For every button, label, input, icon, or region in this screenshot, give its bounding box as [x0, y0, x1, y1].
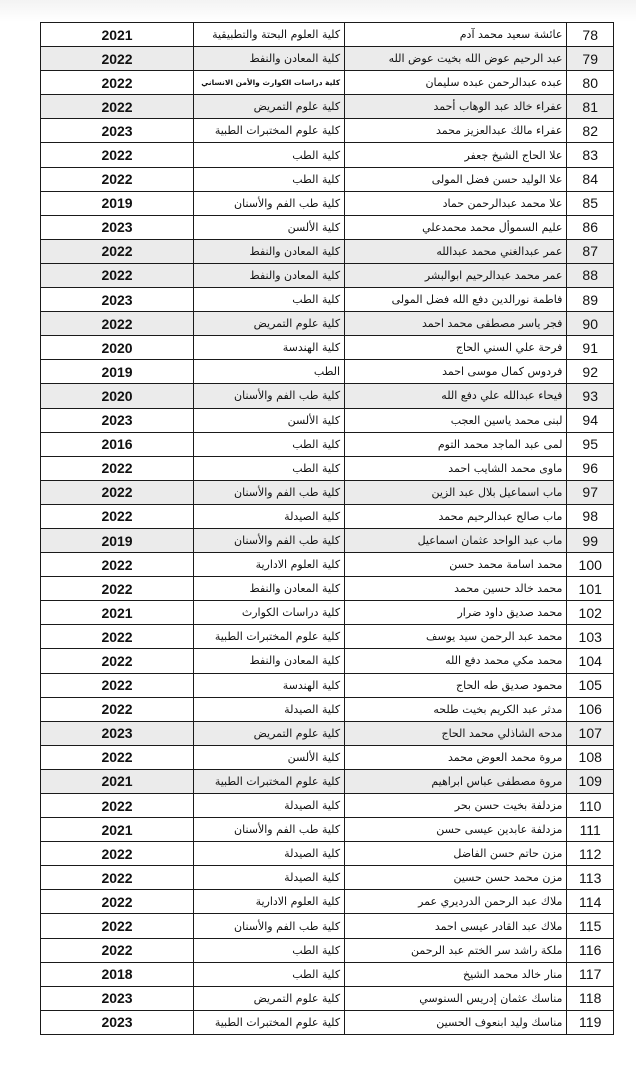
name-cell: ماب عبد الواحد عثمان اسماعيل — [345, 528, 567, 552]
college-cell: كلية الهندسة — [194, 673, 345, 697]
row-number-cell: 85 — [567, 191, 614, 215]
table-row — [41, 95, 614, 119]
college-cell: كلية علوم المختبرات الطبية — [194, 625, 345, 649]
year-cell: 2022 — [41, 504, 194, 528]
name-cell: علا محمد عبدالرحمن حماد — [345, 191, 567, 215]
table-row — [41, 866, 614, 890]
year-cell: 2022 — [41, 938, 194, 962]
row-number-cell: 84 — [567, 167, 614, 191]
college-cell: كلية الصيدلة — [194, 794, 345, 818]
college-cell: كلية الألسن — [194, 215, 345, 239]
table-row — [41, 721, 614, 745]
college-cell: كلية علوم المختبرات الطبية — [194, 119, 345, 143]
name-cell: لبنى محمد ياسين العجب — [345, 408, 567, 432]
name-cell: مروة محمد العوض محمد — [345, 745, 567, 769]
year-cell: 2022 — [41, 47, 194, 71]
row-number-cell: 115 — [567, 914, 614, 938]
college-cell: كلية علوم التمريض — [194, 986, 345, 1010]
year-cell: 2022 — [41, 673, 194, 697]
year-cell: 2020 — [41, 384, 194, 408]
name-cell: عبده عبدالرحمن عبده سليمان — [345, 71, 567, 95]
year-cell: 2022 — [41, 143, 194, 167]
name-cell: مروة مصطفى عباس ابراهيم — [345, 769, 567, 793]
name-cell: ماوى محمد الشايب احمد — [345, 456, 567, 480]
table-row — [41, 432, 614, 456]
college-cell: كلية العلوم الادارية — [194, 890, 345, 914]
row-number-cell: 86 — [567, 215, 614, 239]
table-row — [41, 697, 614, 721]
year-cell: 2022 — [41, 167, 194, 191]
row-number-cell: 98 — [567, 504, 614, 528]
name-cell: مزدلفة بخيت حسن بحر — [345, 794, 567, 818]
row-number-cell: 96 — [567, 456, 614, 480]
row-number-cell: 103 — [567, 625, 614, 649]
college-cell: كلية الطب — [194, 167, 345, 191]
table-row — [41, 962, 614, 986]
table-row — [41, 890, 614, 914]
college-cell: كلية علوم التمريض — [194, 721, 345, 745]
college-cell: كلية طب الفم والأسنان — [194, 480, 345, 504]
college-cell: كلية طب الفم والأسنان — [194, 191, 345, 215]
name-cell: ملاك عبد الرحمن الدرديري عمر — [345, 890, 567, 914]
year-cell: 2022 — [41, 95, 194, 119]
names-table-body — [41, 23, 614, 1035]
year-cell: 2016 — [41, 432, 194, 456]
name-cell: عبد الرحيم عوض الله بخيت عوض الله — [345, 47, 567, 71]
year-cell: 2022 — [41, 456, 194, 480]
year-cell: 2023 — [41, 119, 194, 143]
year-cell: 2021 — [41, 23, 194, 47]
row-number-cell: 118 — [567, 986, 614, 1010]
name-cell: فاطمة نورالدين دفع الله فضل المولى — [345, 288, 567, 312]
table-row — [41, 528, 614, 552]
name-cell: علا الحاج الشيخ جعفر — [345, 143, 567, 167]
row-number-cell: 88 — [567, 263, 614, 287]
year-cell: 2022 — [41, 697, 194, 721]
row-number-cell: 116 — [567, 938, 614, 962]
year-cell: 2022 — [41, 553, 194, 577]
name-cell: عفراء خالد عبد الوهاب أحمد — [345, 95, 567, 119]
name-cell: مزن محمد حسن حسين — [345, 866, 567, 890]
name-cell: فجر ياسر مصطفى محمد احمد — [345, 312, 567, 336]
year-cell: 2020 — [41, 336, 194, 360]
college-cell: كلية المعادن والنفط — [194, 239, 345, 263]
table-row — [41, 649, 614, 673]
year-cell: 2022 — [41, 577, 194, 601]
row-number-cell: 89 — [567, 288, 614, 312]
row-number-cell: 79 — [567, 47, 614, 71]
table-row — [41, 336, 614, 360]
college-cell: كلية المعادن والنفط — [194, 47, 345, 71]
table-row — [41, 456, 614, 480]
college-cell: كلية علوم التمريض — [194, 95, 345, 119]
name-cell: ماب اسماعيل بلال عبد الزين — [345, 480, 567, 504]
college-cell: كلية الصيدلة — [194, 866, 345, 890]
row-number-cell: 87 — [567, 239, 614, 263]
name-cell: عمر محمد عبدالرحيم ابوالبشر — [345, 263, 567, 287]
name-cell: مناسك وليد ابنعوف الحسين — [345, 1010, 567, 1034]
college-cell: كلية علوم المختبرات الطبية — [194, 1010, 345, 1034]
row-number-cell: 109 — [567, 769, 614, 793]
table-row — [41, 47, 614, 71]
name-cell: عمر عبدالغني محمد عبدالله — [345, 239, 567, 263]
college-cell: كلية الطب — [194, 456, 345, 480]
year-cell: 2023 — [41, 1010, 194, 1034]
table-row — [41, 167, 614, 191]
row-number-cell: 119 — [567, 1010, 614, 1034]
college-cell: كلية الطب — [194, 938, 345, 962]
table-row — [41, 263, 614, 287]
year-cell: 2022 — [41, 312, 194, 336]
table-row — [41, 408, 614, 432]
year-cell: 2022 — [41, 263, 194, 287]
row-number-cell: 95 — [567, 432, 614, 456]
row-number-cell: 114 — [567, 890, 614, 914]
table-row — [41, 71, 614, 95]
college-cell: كلية الطب — [194, 432, 345, 456]
college-cell: كلية الطب — [194, 288, 345, 312]
year-cell: 2022 — [41, 794, 194, 818]
name-cell: مناسك عثمان إدريس السنوسي — [345, 986, 567, 1010]
table-row — [41, 553, 614, 577]
table-row — [41, 312, 614, 336]
college-cell: الطب — [194, 360, 345, 384]
row-number-cell: 91 — [567, 336, 614, 360]
college-cell: كلية الصيدلة — [194, 504, 345, 528]
name-cell: محمد مكي محمد دفع الله — [345, 649, 567, 673]
year-cell: 2021 — [41, 769, 194, 793]
row-number-cell: 105 — [567, 673, 614, 697]
year-cell: 2022 — [41, 625, 194, 649]
name-cell: مزن حاتم حسن الفاضل — [345, 842, 567, 866]
table-row — [41, 745, 614, 769]
college-cell: كلية الطب — [194, 962, 345, 986]
college-cell: كلية الصيدلة — [194, 697, 345, 721]
name-cell: عائشة سعيد محمد آدم — [345, 23, 567, 47]
year-cell: 2021 — [41, 601, 194, 625]
name-cell: عفراء مالك عبدالعزيز محمد — [345, 119, 567, 143]
row-number-cell: 97 — [567, 480, 614, 504]
college-cell: كلية طب الفم والأسنان — [194, 818, 345, 842]
year-cell: 2019 — [41, 528, 194, 552]
table-row — [41, 191, 614, 215]
year-cell: 2019 — [41, 191, 194, 215]
row-number-cell: 102 — [567, 601, 614, 625]
college-cell: كلية الطب — [194, 143, 345, 167]
row-number-cell: 99 — [567, 528, 614, 552]
year-cell: 2022 — [41, 239, 194, 263]
college-cell: كلية طب الفم والأسنان — [194, 384, 345, 408]
table-row — [41, 119, 614, 143]
name-cell: فيحاء عبدالله علي دفع الله — [345, 384, 567, 408]
page-top-edge — [0, 0, 636, 22]
college-cell: كلية طب الفم والأسنان — [194, 528, 345, 552]
year-cell: 2023 — [41, 721, 194, 745]
year-cell: 2018 — [41, 962, 194, 986]
college-cell: كلية طب الفم والأسنان — [194, 914, 345, 938]
college-cell: كلية الهندسة — [194, 336, 345, 360]
year-cell: 2021 — [41, 818, 194, 842]
college-cell: كلية الألسن — [194, 408, 345, 432]
name-cell: محمد اسامة محمد حسن — [345, 553, 567, 577]
table-row — [41, 143, 614, 167]
year-cell: 2022 — [41, 480, 194, 504]
table-row — [41, 239, 614, 263]
table-row — [41, 769, 614, 793]
names-table — [40, 22, 614, 1035]
name-cell: محمد خالد حسين محمد — [345, 577, 567, 601]
table-row — [41, 577, 614, 601]
row-number-cell: 106 — [567, 697, 614, 721]
year-cell: 2022 — [41, 866, 194, 890]
name-cell: ملاك عبد القادر عيسى احمد — [345, 914, 567, 938]
table-row — [41, 480, 614, 504]
year-cell: 2023 — [41, 288, 194, 312]
table-row — [41, 794, 614, 818]
table-row — [41, 504, 614, 528]
row-number-cell: 81 — [567, 95, 614, 119]
year-cell: 2023 — [41, 986, 194, 1010]
college-cell: كلية دراسات الكوارث — [194, 601, 345, 625]
college-cell: كلية العلوم الادارية — [194, 553, 345, 577]
row-number-cell: 104 — [567, 649, 614, 673]
name-cell: مدحه الشاذلي محمد الحاج — [345, 721, 567, 745]
year-cell: 2023 — [41, 215, 194, 239]
year-cell: 2022 — [41, 890, 194, 914]
name-cell: علا الوليد حسن فضل المولى — [345, 167, 567, 191]
college-cell: كلية علوم المختبرات الطبية — [194, 769, 345, 793]
row-number-cell: 94 — [567, 408, 614, 432]
name-cell: مدثر عبد الكريم بخيت طلحه — [345, 697, 567, 721]
table-row — [41, 23, 614, 47]
row-number-cell: 112 — [567, 842, 614, 866]
row-number-cell: 78 — [567, 23, 614, 47]
name-cell: مزدلفة عابدين عيسى حسن — [345, 818, 567, 842]
row-number-cell: 113 — [567, 866, 614, 890]
table-row — [41, 938, 614, 962]
name-cell: عليم السموأل محمد محمدعلي — [345, 215, 567, 239]
row-number-cell: 101 — [567, 577, 614, 601]
college-cell: كلية دراسات الكوارث والأمن الانساني — [194, 71, 345, 95]
name-cell: فرحة علي السني الحاج — [345, 336, 567, 360]
year-cell: 2023 — [41, 408, 194, 432]
table-row — [41, 625, 614, 649]
college-cell: كلية المعادن والنفط — [194, 577, 345, 601]
year-cell: 2022 — [41, 745, 194, 769]
table-row — [41, 986, 614, 1010]
row-number-cell: 108 — [567, 745, 614, 769]
name-cell: منار خالد محمد الشيخ — [345, 962, 567, 986]
table-row — [41, 215, 614, 239]
row-number-cell: 82 — [567, 119, 614, 143]
row-number-cell: 93 — [567, 384, 614, 408]
table-row — [41, 384, 614, 408]
table-row — [41, 673, 614, 697]
college-cell: كلية المعادن والنفط — [194, 263, 345, 287]
row-number-cell: 110 — [567, 794, 614, 818]
row-number-cell: 111 — [567, 818, 614, 842]
row-number-cell: 92 — [567, 360, 614, 384]
table-row — [41, 818, 614, 842]
year-cell: 2019 — [41, 360, 194, 384]
name-cell: محمود صديق طه الحاج — [345, 673, 567, 697]
name-cell: ملكة راشد سر الختم عبد الرحمن — [345, 938, 567, 962]
row-number-cell: 80 — [567, 71, 614, 95]
year-cell: 2022 — [41, 649, 194, 673]
college-cell: كلية المعادن والنفط — [194, 649, 345, 673]
row-number-cell: 90 — [567, 312, 614, 336]
table-row — [41, 601, 614, 625]
row-number-cell: 100 — [567, 553, 614, 577]
college-cell: كلية الألسن — [194, 745, 345, 769]
college-cell: كلية العلوم البحتة والتطبيقية — [194, 23, 345, 47]
table-row — [41, 1010, 614, 1034]
table-row — [41, 360, 614, 384]
year-cell: 2022 — [41, 842, 194, 866]
row-number-cell: 83 — [567, 143, 614, 167]
name-cell: ماب صالح عبدالرحيم محمد — [345, 504, 567, 528]
name-cell: محمد عبد الرحمن سيد يوسف — [345, 625, 567, 649]
row-number-cell: 107 — [567, 721, 614, 745]
name-cell: لمى عبد الماجد محمد التوم — [345, 432, 567, 456]
year-cell: 2022 — [41, 914, 194, 938]
table-row — [41, 288, 614, 312]
table-row — [41, 842, 614, 866]
year-cell: 2022 — [41, 71, 194, 95]
row-number-cell: 117 — [567, 962, 614, 986]
table-row — [41, 914, 614, 938]
college-cell: كلية الصيدلة — [194, 842, 345, 866]
name-cell: محمد صديق داود ضرار — [345, 601, 567, 625]
college-cell: كلية علوم التمريض — [194, 312, 345, 336]
name-cell: فردوس كمال موسى احمد — [345, 360, 567, 384]
